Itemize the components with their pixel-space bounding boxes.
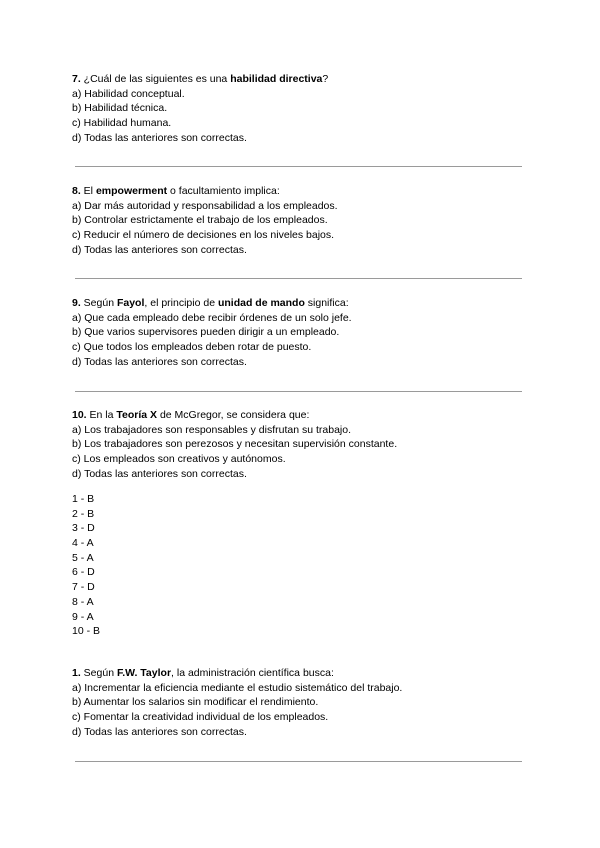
stem-bold: F.W. Taylor: [116, 667, 172, 679]
stem-text: En la: [86, 409, 117, 421]
option-d: d) Todas las anteriores son correctas.: [72, 131, 247, 144]
question-stem: [72, 666, 532, 681]
option-c: c) Reducir el número de decisiones en los niveles bajos.: [72, 229, 335, 242]
option-a: a) Los trabajadores son responsables y disfrutan su trabajo.: [72, 423, 351, 436]
divider: [75, 391, 522, 392]
question-7: [72, 72, 532, 145]
option-b: b) Aumentar los salarios sin modificar el rendimiento.: [72, 696, 319, 709]
option-b: b) Que varios supervisores pueden dirigir a un empleado.: [72, 326, 340, 339]
answer-item: 7 - D: [72, 581, 95, 594]
option-c: c) Que todos los empleados deben rotar de puesto.: [72, 341, 312, 354]
stem-text: significa:: [304, 297, 349, 309]
option-d: d) Todas las anteriores son correctas.: [72, 467, 247, 480]
question-10: [72, 408, 532, 481]
stem-text: ¿Cuál de las siguientes es una: [80, 73, 231, 85]
stem-text: de McGregor, se considera que:: [157, 409, 310, 421]
option-d: d) Todas las anteriores son correctas.: [72, 243, 247, 256]
option-a: a) Que cada empleado debe recibir órdenes de un solo jefe.: [72, 311, 352, 324]
option-c: c) Habilidad humana.: [72, 117, 172, 130]
stem-bold: empowerment: [95, 185, 168, 197]
answer-item: 10 - B: [72, 625, 101, 638]
stem-text: Según: [80, 667, 117, 679]
stem-bold: unidad de mando: [217, 297, 305, 309]
option-c: c) Fomentar la creatividad individual de los empleados.: [72, 711, 329, 724]
question-9: [72, 296, 532, 369]
stem-text: , la administración científica busca:: [171, 667, 334, 679]
stem-bold: Teoría X: [116, 409, 158, 421]
question-number: 7.: [72, 73, 81, 85]
option-b: b) Habilidad técnica.: [72, 102, 168, 115]
question-stem: [72, 408, 532, 423]
question-number: 9.: [72, 297, 81, 309]
question-stem: [72, 296, 532, 311]
option-d: d) Todas las anteriores son correctas.: [72, 725, 247, 738]
option-a: a) Dar más autoridad y responsabilidad a los empleados.: [72, 199, 338, 212]
option-c: c) Los empleados son creativos y autónomos.: [72, 453, 286, 466]
stem-text: Según: [80, 297, 117, 309]
answer-item: 1 - B: [72, 493, 95, 505]
answer-item: 6 - D: [72, 566, 95, 579]
stem-text: o facultamiento implica:: [167, 185, 280, 197]
question-number: 1.: [72, 667, 81, 679]
answer-item: 2 - B: [72, 507, 95, 520]
stem-bold: habilidad directiva: [230, 73, 323, 85]
answer-item: 4 - A: [72, 537, 94, 550]
stem-bold: Fayol: [116, 297, 145, 309]
option-a: a) Habilidad conceptual.: [72, 87, 185, 100]
question-number: 8.: [72, 185, 81, 197]
stem-text: El: [80, 185, 96, 197]
stem-text: , el principio de: [144, 297, 218, 309]
option-b: b) Controlar estrictamente el trabajo de los empleados.: [72, 214, 328, 227]
question-8: [72, 184, 532, 257]
question-number: 10.: [72, 409, 87, 421]
divider: [75, 278, 522, 279]
answer-item: 9 - A: [72, 610, 94, 623]
stem-text: ?: [322, 73, 329, 85]
option-d: d) Todas las anteriores son correctas.: [72, 355, 247, 368]
option-b: b) Los trabajadores son perezosos y necesitan supervisión constante.: [72, 438, 398, 451]
question-stem: [72, 184, 532, 199]
answer-item: 5 - A: [72, 551, 94, 564]
answer-item: 8 - A: [72, 595, 94, 608]
question-stem: [72, 72, 532, 87]
answer-item: 3 - D: [72, 522, 95, 535]
divider: [75, 761, 522, 762]
divider: [75, 166, 522, 167]
answer-key: [72, 492, 532, 639]
option-a: a) Incrementar la eficiencia mediante el estudio sistemático del trabajo.: [72, 681, 403, 694]
question-1: [72, 666, 532, 739]
